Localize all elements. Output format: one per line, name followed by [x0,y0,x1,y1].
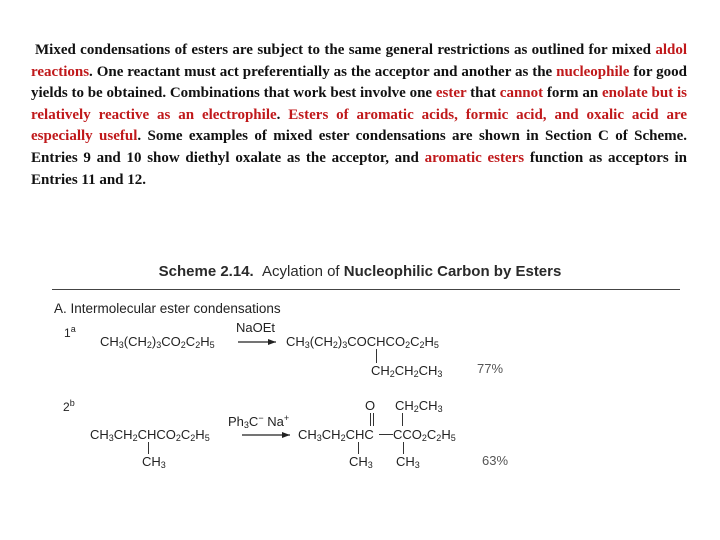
double-bond-line [370,413,371,426]
paragraph-text: for good yields to be obtained. Combinations that work best involve one [31,63,687,102]
body-paragraph [31,40,687,191]
entry2-reactant: $CH_3CH_2CHCO_2C_2H_5$ [90,427,210,443]
paragraph-text: form an [543,85,602,102]
bond-line [376,349,377,363]
bond-line [402,413,403,426]
paragraph-text: that [466,85,500,102]
highlight-nucleophile: nucleophile [556,63,630,80]
scheme-title-rest: Nucleophilic Carbon by Esters [343,263,562,280]
entry2-bottom-right: $CH_3$ [396,454,420,470]
entry1-substituent: $CH_2CH_2CH_3$ [371,363,443,379]
reaction-arrow-icon [242,430,292,440]
entry2-bottom-left: $CH_3$ [349,454,373,470]
scheme-title [0,263,720,280]
entry1-reagent: NaOEt [236,320,276,335]
entry1-reactant: $CH_3(CH_2)_3CO_2C_2H_5$ [100,334,215,350]
highlight-aromatic-acids: Esters of aromatic acids, formic acid, and oxalic acid are especially useful [31,106,687,145]
paragraph-text: . One reactant must act preferentially as the acceptor and another as the [89,63,557,80]
entry-number: 2$^b$ [63,398,75,414]
section-heading: A. Intermolecular ester condensations [54,301,281,316]
entry2-product-right: $CCO_2C_2H_5$ [393,427,456,443]
paragraph-text: . [276,106,289,123]
entry2-yield: 63% [482,453,509,468]
entry2-top-group: $CH_2CH_3$ [395,398,443,414]
bond-line [358,442,359,454]
carbonyl-oxygen: O [365,398,376,413]
paragraph-text: Mixed condensations of esters are subject to the same general restrictions as outlined for mixed [35,42,656,58]
entry2-reagent: $Ph_3C^-$ Na+ [228,413,290,430]
highlight-enolate: enolate but is relatively reactive as an electrophile [31,85,687,123]
entry2-reactant-methyl: $CH_3$ [142,454,166,470]
double-bond-line [373,413,374,426]
highlight-cannot: cannot [499,85,544,102]
scheme-title-word: Acylation [262,263,323,280]
paragraph-text: . Some examples of mixed ester condensations are shown in Section C of Scheme. Entries 9 and 10 show diethyl oxalate as the acceptor, and [31,128,688,166]
bond-line [379,434,393,435]
scheme-divider [52,289,680,290]
highlight-ester: ester [435,85,467,102]
entry2-product-left: $CH_3CH_2CHC$ [298,427,374,443]
entry1-product: $CH_3(CH_2)_3COCHCO_2C_2H_5$ [286,334,439,350]
highlight-aromatic-esters: aromatic esters [424,149,525,166]
bond-line [403,442,404,454]
entry1-yield: 77% [477,361,504,376]
paragraph-text: function as acceptors in Entries 11 and 12. [31,149,687,188]
entry-number: 1$^a$ [64,324,76,340]
reaction-arrow-icon [238,337,278,347]
scheme-number: Scheme 2.14. [158,263,254,280]
scheme-title-word: of [327,263,340,280]
bond-line [148,442,149,454]
highlight-aldol-reactions: aldol reactions [31,42,687,80]
